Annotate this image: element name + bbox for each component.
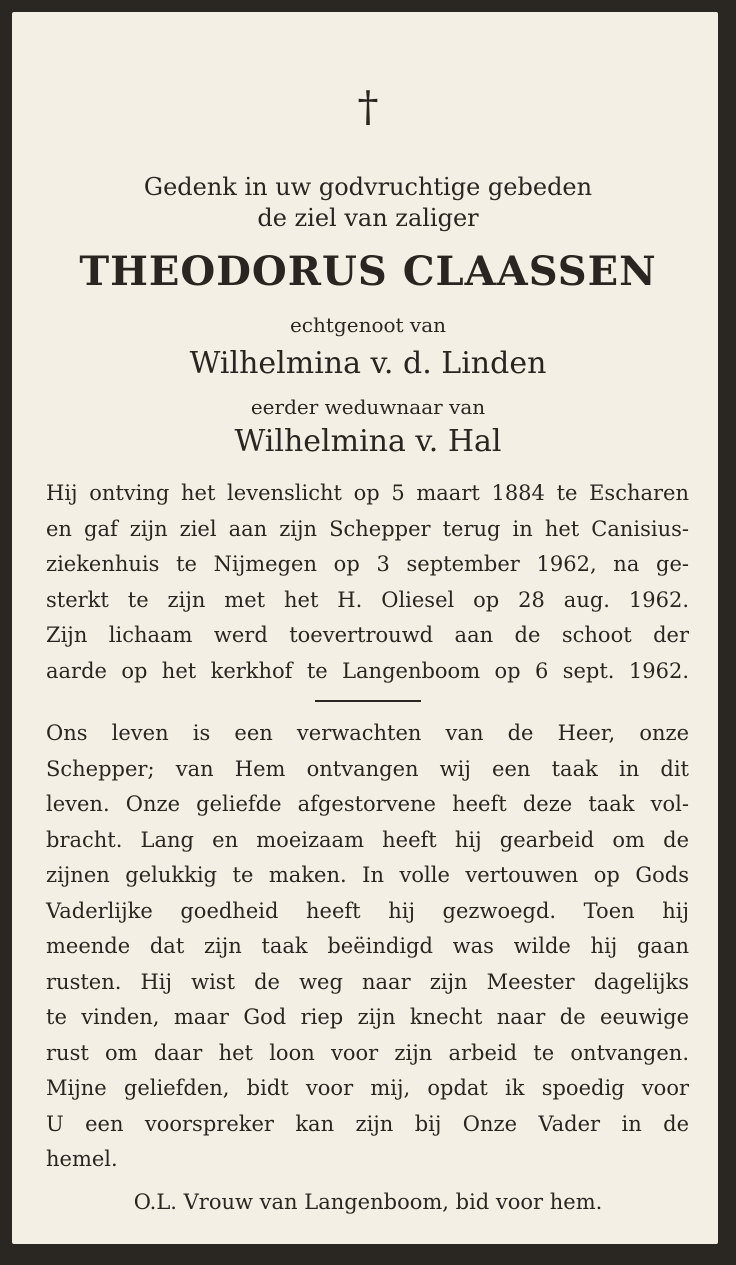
cross-icon: † [357,82,379,131]
spouse-label: echtgenoot van [289,313,447,337]
meditation-line: U een voorspreker kan zijn bij Onze Vader in de [46,1111,689,1136]
meditation-line: Vaderlijke goedheid heeft hij gezwoegd. Toen hij [46,898,689,923]
intro-line-2: de ziel van zaliger [257,204,479,232]
bio-line: en gaf zijn ziel aan zijn Schepper terug in het Canisius- [46,516,689,541]
bio-line: Zijn lichaam werd toevertrouwd aan de schoot der [46,623,689,647]
intro-line-1: Gedenk in uw godvruchtige gebeden [143,173,593,201]
widower-name: Wilhelmina v. Hal [234,424,502,459]
meditation-line: hemel. [46,1147,118,1171]
bio-line: ziekenhuis te Nijmegen op 3 september 1962, na ge- [46,552,689,576]
meditation-line: bracht. Lang en moeizaam heeft hij gearbeid om de [46,827,689,852]
divider-rule [315,700,421,702]
meditation-line: Mijne geliefden, bidt voor mij, opdat ik spoedig voor [46,1076,689,1100]
meditation-line: rusten. Hij wist de weg naar zijn Meester dagelijks [46,969,689,994]
spouse-name: Wilhelmina v. d. Linden [189,346,547,381]
meditation-line: rust om daar het loon voor zijn arbeid te ontvangen. [46,1040,689,1065]
bio-line: sterkt te zijn met het H. Oliesel op 28 aug. 1962. [46,587,689,612]
meditation-line: meende dat zijn taak beëindigd was wilde hij gaan [46,934,689,958]
widower-label: eerder weduwnaar van [250,395,486,419]
meditation-line: Schepper; van Hem ontvangen wij een taak in dit [46,756,689,781]
bio-paragraph [46,476,689,689]
closing-prayer: O.L. Vrouw van Langenboom, bid voor hem. [133,1190,603,1214]
meditation-line: zijnen gelukkig te maken. In volle vertouwen op Gods [46,863,689,887]
meditation-line: leven. Onze geliefde afgestorvene heeft deze taak vol- [46,792,689,816]
bio-line: aarde op het kerkhof te Langenboom op 6 sept. 1962. [46,658,689,683]
deceased-name: THEODORUS CLAASSEN [79,248,657,295]
meditation-line: Ons leven is een verwachten van de Heer, onze [46,721,689,745]
meditation-paragraph [46,716,689,1178]
bio-line: Hij ontving het levenslicht op 5 maart 1884 te Escharen [46,481,689,505]
meditation-line: te vinden, maar God riep zijn knecht naar de eeuwige [46,1005,689,1029]
